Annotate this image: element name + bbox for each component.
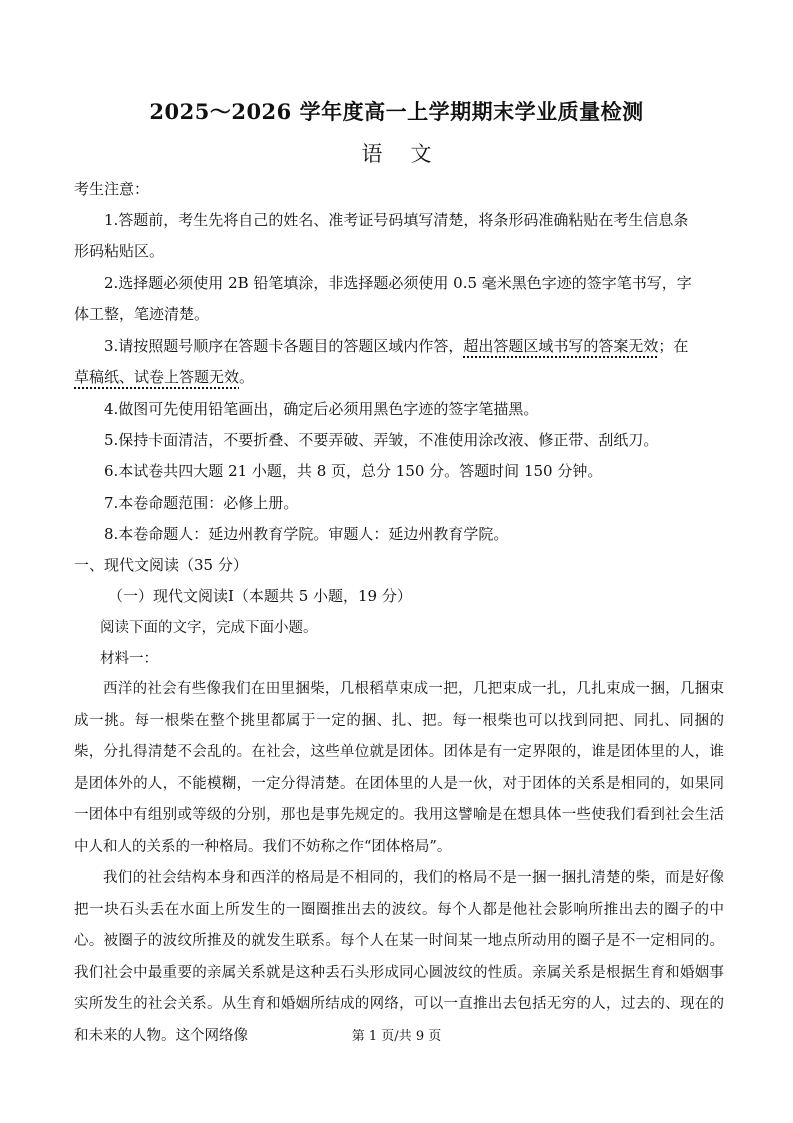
note-item-2-line-2: 体工整，笔迹清楚。 xyxy=(74,305,210,323)
exam-title: 2025～2026 学年度高一上学期期末学业质量检测 xyxy=(149,99,644,124)
note-item-1-line-2: 形码粘贴区。 xyxy=(74,242,165,260)
subsection-heading: （一）现代文阅读Ⅰ（本题共 5 小题，19 分） xyxy=(108,587,412,605)
note-item-3-period: 。 xyxy=(239,368,255,386)
note-item-1-line-1: 1.答题前，考生先将自己的姓名、准考证号码填写清楚，将条形码准确粘贴在考生信息条 xyxy=(104,211,689,229)
page-number: 第 1 页/共 9 页 xyxy=(351,1029,442,1044)
note-item-8: 8.本卷命题人：延边州教育学院。审题人：延边州教育学院。 xyxy=(104,525,509,543)
material-paragraph-1: 西洋的社会有些像我们在田里捆柴，几根稻草束成一把，几把束成一扎，几扎束成一捆，几捆束成一挑。每一根柴在整个挑里都属于一定的捆、扎、把。每一根柴也可以找到同把、同扎、同捆的柴，分扎得清楚不会乱的。在社会，这些单位就是团体。团体是有一定界限的，谁是团体里的人，谁是团体外的人，不能模糊，一定分得清楚。在团体里的人是一伙，对于团体的关系是相同的，如果同一团体中有组别或等级的分别，那也是事先规定的。我用这譬喻是在想具体一些使我们看到社会生活中人和人的关系的一种格局。我们不妨称之作“团体格局”。 xyxy=(74,681,724,855)
note-item-3-line-1 xyxy=(104,335,688,356)
note-item-4: 4.做图可先使用铅笔画出，确定后必须用黑色字迹的签字笔描黑。 xyxy=(104,400,539,418)
material-label: 材料一： xyxy=(100,651,158,667)
subject-title: 语文 xyxy=(361,142,460,166)
note-item-6: 6.本试卷共四大题 21 小题，共 8 页，总分 150 分。答题时间 150 分钟。 xyxy=(104,462,603,480)
section-heading: 一、现代文阅读（35 分） xyxy=(74,556,248,574)
note-item-2-line-1: 2.选择题必须使用 2B 铅笔填涂，非选择题必须使用 0.5 毫米黑色字迹的签字笔书写，字 xyxy=(104,274,692,292)
note-item-7: 7.本卷命题范围：必修上册。 xyxy=(104,494,299,512)
notes-heading: 考生注意： xyxy=(74,180,150,198)
note-item-3-emphasis-b: 草稿纸、试卷上答题无效 xyxy=(74,368,240,386)
material-paragraph-2: 我们的社会结构本身和西洋的格局是不相同的，我们的格局不是一捆一捆扎清楚的柴，而是好像把一块石头丢在水面上所发生的一圈圈推出去的波纹。每个人都是他社会影响所推出去的圈子的中心。被圈子的波纹所推及的就发生联系。每个人在某一时间某一地点所动用的圈子是不一定相同的。我们社会中最重要的亲属关系就是这种丢石头形成同心圆波纹的性质。亲属关系是根据生育和婚姻事实所发生的社会关系。从生育和婚姻所结成的网络，可以一直推出去包括无穷的人，过去的、现在的和未来的人物。这个网络像 xyxy=(74,870,724,1044)
reading-instruction: 阅读下面的文字，完成下面小题。 xyxy=(100,620,318,636)
note-item-5: 5.保持卡面清洁，不要折叠、不要弄破、弄皱，不准使用涂改液、修正带、刮纸刀。 xyxy=(104,431,659,449)
note-item-3-text-c: ；在 xyxy=(658,337,689,355)
note-item-3-emphasis-a: 超出答题区域书写的答案无效 xyxy=(463,337,659,355)
note-item-3-text-a: 3.请按照题号顺序在答题卡各题目的答题区域内作答， xyxy=(104,337,464,355)
note-item-3-line-2 xyxy=(74,366,254,387)
